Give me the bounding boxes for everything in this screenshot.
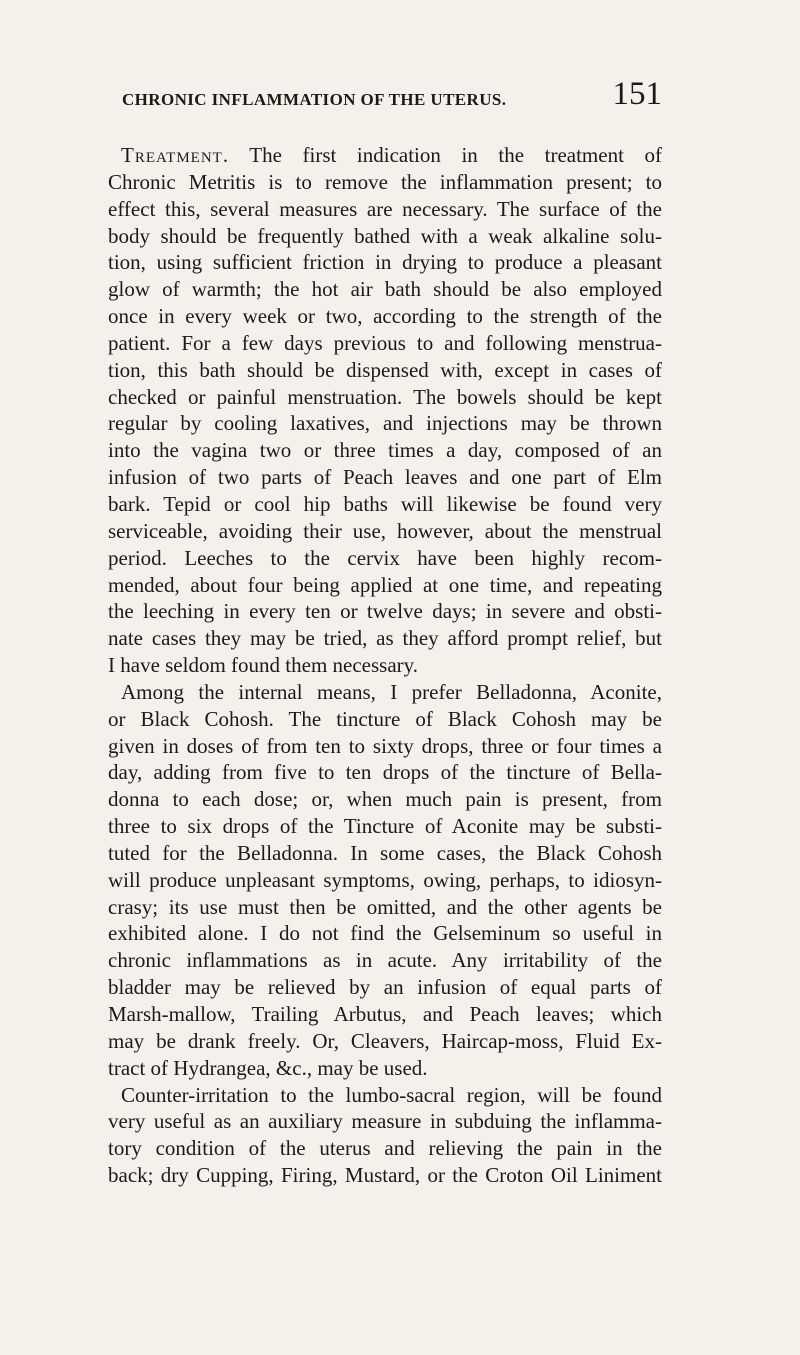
text-line: donna to each dose; or, when much pain is present, from	[108, 787, 662, 812]
text-line: tion, this bath should be dispensed with, except in cases of	[108, 357, 662, 382]
text-line: exhibited alone. I do not find the Gelseminum so useful in	[108, 921, 662, 946]
text-line: into the vagina two or three times a day, composed of an	[108, 438, 662, 463]
body-text	[108, 142, 662, 1189]
text-line: the leeching in every ten or twelve days; in severe and obsti-	[108, 599, 662, 624]
text-line: effect this, several measures are necessary. The surface of the	[108, 196, 662, 221]
text-line: Counter-irritation to the lumbo-sacral region, will be found	[121, 1082, 662, 1107]
text-line: bark. Tepid or cool hip baths will likewise be found very	[108, 491, 662, 516]
text-line: I have seldom found them necessary.	[108, 653, 419, 678]
text-line: given in doses of from ten to sixty drops, three or four times a	[108, 733, 662, 758]
text-line: glow of warmth; the hot air bath should be also employed	[108, 277, 662, 302]
text-line: period. Leeches to the cervix have been highly recom-	[108, 545, 662, 570]
text-line: chronic inflammations as in acute. Any irritability of the	[108, 948, 662, 973]
text-line: very useful as an auxiliary measure in subduing the inflamma-	[108, 1109, 662, 1134]
text-line: tuted for the Belladonna. In some cases, the Black Cohosh	[108, 840, 662, 865]
text-line: back; dry Cupping, Firing, Mustard, or the Croton Oil Liniment	[108, 1163, 662, 1188]
text-line: body should be frequently bathed with a weak alkaline solu-	[108, 223, 662, 248]
text-line: tract of Hydrangea, &c., may be used.	[108, 1055, 428, 1080]
text-line: infusion of two parts of Peach leaves and one part of Elm	[108, 465, 662, 490]
text-line: once in every week or two, according to the strength of the	[108, 304, 662, 329]
running-head	[122, 76, 662, 112]
text-line: tory condition of the uterus and relieving the pain in the	[108, 1136, 662, 1161]
text-line: day, adding from five to ten drops of the tincture of Bella-	[108, 760, 662, 785]
text-line: patient. For a few days previous to and following menstrua-	[108, 330, 662, 355]
line-text: The first indication in the treatment of	[229, 143, 662, 167]
text-line: Marsh-mallow, Trailing Arbutus, and Peach leaves; which	[108, 1002, 662, 1026]
section-heading: Treatment.	[121, 143, 230, 167]
text-line: three to six drops of the Tincture of Aconite may be substi-	[108, 814, 662, 839]
text-line: checked or painful menstruation. The bowels should be kept	[108, 384, 662, 409]
text-line: or Black Cohosh. The tincture of Black Cohosh may be	[108, 706, 662, 731]
text-line: serviceable, avoiding their use, however, about the menstrual	[108, 518, 662, 543]
text-line: may be drank freely. Or, Cleavers, Haircap-moss, Fluid Ex-	[108, 1028, 662, 1053]
text-line	[108, 142, 662, 169]
text-line: crasy; its use must then be omitted, and the other agents be	[108, 894, 662, 919]
text-line: tion, using sufficient friction in drying to produce a pleasant	[108, 250, 662, 275]
text-line: Chronic Metritis is to remove the inflammation present; to	[108, 169, 662, 194]
text-line: Among the internal means, I prefer Belladonna, Aconite,	[121, 679, 662, 704]
text-line: regular by cooling laxatives, and injections may be thrown	[108, 411, 662, 436]
text-line: nate cases they may be tried, as they afford prompt relief, but	[108, 626, 662, 651]
text-line: will produce unpleasant symptoms, owing, perhaps, to idiosyn-	[108, 867, 662, 892]
text-line: mended, about four being applied at one time, and repeating	[108, 572, 662, 597]
page-number: 151	[612, 76, 662, 112]
text-line: bladder may be relieved by an infusion of equal parts of	[108, 975, 662, 1000]
running-title: CHRONIC INFLAMMATION OF THE UTERUS.	[122, 90, 507, 109]
